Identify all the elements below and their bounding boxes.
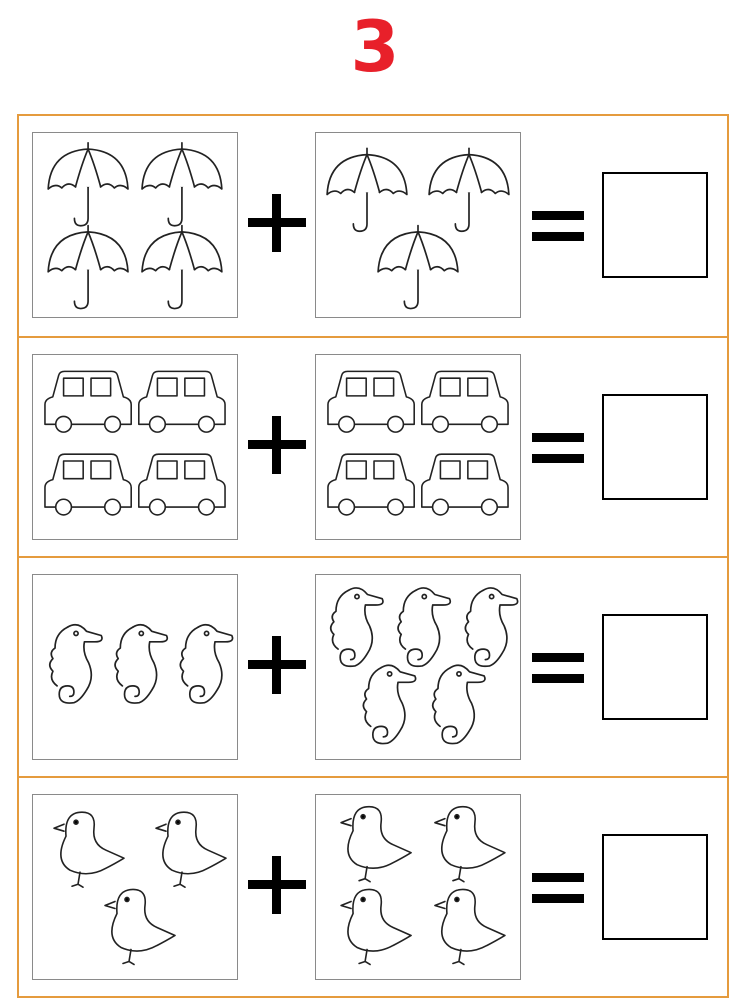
umbrella-icon xyxy=(429,148,509,231)
seahorse-icon xyxy=(331,588,383,666)
left-addend-panel xyxy=(32,794,238,980)
plus-sign xyxy=(248,416,306,474)
umbrella-icon xyxy=(48,226,128,309)
answer-box[interactable] xyxy=(602,394,708,500)
plus-sign xyxy=(248,636,306,694)
car-icon xyxy=(45,371,131,432)
bird-icon xyxy=(105,889,175,964)
car-icon xyxy=(45,454,131,515)
right-addend-panel xyxy=(315,794,521,980)
umbrella-group xyxy=(316,133,520,317)
bird-icon xyxy=(341,807,411,882)
seahorse-group xyxy=(316,575,520,759)
car-group xyxy=(33,355,237,539)
car-icon xyxy=(328,454,414,515)
left-addend-panel xyxy=(32,354,238,540)
bird-icon xyxy=(54,812,124,887)
addition-worksheet xyxy=(17,114,729,998)
seahorse-icon xyxy=(50,625,102,703)
equals-sign xyxy=(532,653,584,683)
seahorse-icon xyxy=(465,588,517,666)
car-icon xyxy=(422,454,508,515)
car-icon xyxy=(139,371,225,432)
answer-box[interactable] xyxy=(602,834,708,940)
answer-box[interactable] xyxy=(602,172,708,278)
seahorse-icon xyxy=(363,665,415,743)
right-addend-panel xyxy=(315,354,521,540)
umbrella-icon xyxy=(142,143,222,226)
plus-sign xyxy=(248,194,306,252)
seahorse-icon xyxy=(398,588,450,666)
car-icon xyxy=(139,454,225,515)
right-addend-panel xyxy=(315,574,521,760)
umbrella-group xyxy=(33,133,237,317)
exercise-row xyxy=(19,336,727,558)
umbrella-icon xyxy=(378,226,458,309)
exercise-row xyxy=(19,556,727,778)
exercise-row xyxy=(19,776,727,998)
right-addend-panel xyxy=(315,132,521,318)
umbrella-icon xyxy=(48,143,128,226)
left-addend-panel xyxy=(32,574,238,760)
bird-icon xyxy=(435,889,505,964)
seahorse-group xyxy=(33,575,237,759)
bird-icon xyxy=(435,807,505,882)
seahorse-icon xyxy=(115,625,167,703)
car-icon xyxy=(328,371,414,432)
bird-group xyxy=(33,795,237,979)
answer-box[interactable] xyxy=(602,614,708,720)
exercise-row xyxy=(19,116,727,336)
left-addend-panel xyxy=(32,132,238,318)
bird-icon xyxy=(341,889,411,964)
car-icon xyxy=(422,371,508,432)
car-group xyxy=(316,355,520,539)
bird-icon xyxy=(156,812,226,887)
equals-sign xyxy=(532,211,584,241)
plus-sign xyxy=(248,856,306,914)
bird-group xyxy=(316,795,520,979)
equals-sign xyxy=(532,433,584,463)
umbrella-icon xyxy=(327,148,407,231)
umbrella-icon xyxy=(142,226,222,309)
equals-sign xyxy=(532,873,584,903)
seahorse-icon xyxy=(433,665,485,743)
page-number: 3 xyxy=(350,6,400,88)
seahorse-icon xyxy=(180,625,232,703)
